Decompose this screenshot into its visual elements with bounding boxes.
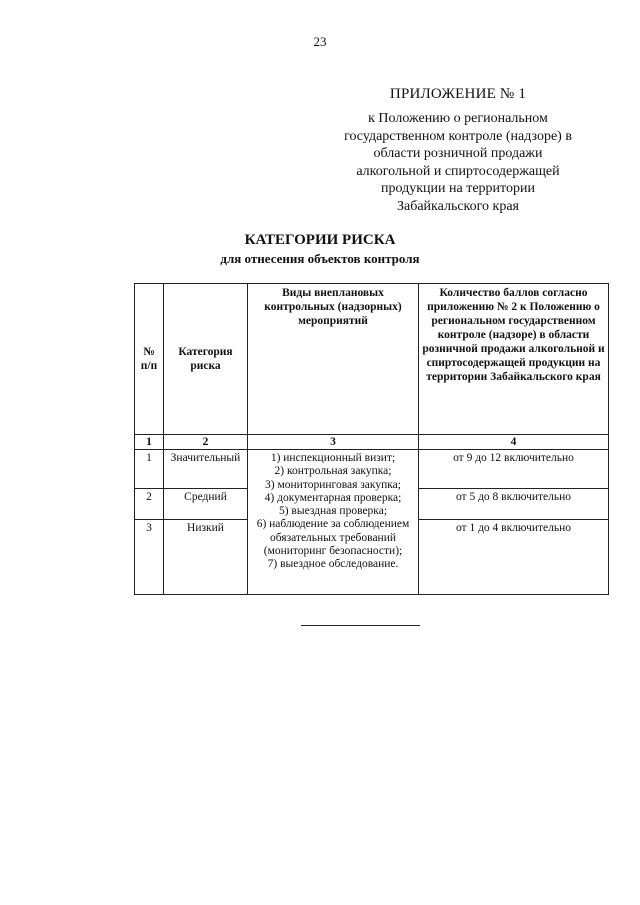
measure-item: 6) наблюдение за соблюдением обязательных требований (мониторинг безопасности);	[256, 518, 410, 558]
column-number: 2	[164, 435, 248, 450]
row-points: от 9 до 12 включительно	[419, 450, 609, 489]
appendix-reference-line: области розничной продажи	[373, 146, 543, 161]
measures-list	[248, 450, 419, 595]
document-heading: КАТЕГОРИИ РИСКА	[244, 232, 396, 248]
column-number-row	[135, 435, 609, 450]
measure-item: 4) документарная проверка;	[264, 491, 402, 504]
measure-item: 1) инспекционный визит;	[270, 452, 396, 464]
appendix-reference-line: продукции на территории	[381, 181, 535, 196]
column-number: 4	[419, 435, 609, 450]
table-header-row	[135, 284, 609, 435]
row-category: Значительный	[164, 450, 248, 489]
measure-item: 7) выездное обследование.	[267, 558, 399, 571]
row-num: 3	[135, 520, 164, 595]
document-subheading: для отнесения объектов контроля	[220, 251, 420, 266]
row-num: 2	[135, 489, 164, 520]
row-points: от 1 до 4 включительно	[419, 520, 609, 595]
row-category: Низкий	[164, 520, 248, 595]
row-points: от 5 до 8 включительно	[419, 489, 609, 520]
header-num: № п/п	[135, 284, 164, 435]
end-divider	[301, 625, 420, 626]
measure-item: 2) контрольная закупка;	[274, 465, 392, 478]
header-category: Категория риска	[164, 284, 248, 435]
appendix-reference-line: алкогольной и спиртосодержащей	[356, 163, 560, 179]
column-number: 3	[248, 435, 419, 450]
row-num: 1	[135, 450, 164, 489]
risk-categories-table	[134, 283, 609, 595]
measure-item: 5) выездная проверка;	[278, 505, 388, 518]
row-category: Средний	[164, 489, 248, 520]
header-points: Количество баллов согласно приложению № 2 к Положению о региональном государственном контроле (надзоре) в области розничной продажи алкогольной и спиртосодержащей продукции на территории Забайкальского края	[419, 284, 609, 435]
appendix-reference-line: к Положению о региональном	[368, 111, 548, 126]
appendix-reference	[333, 110, 583, 215]
appendix-title: ПРИЛОЖЕНИЕ № 1	[389, 86, 527, 102]
page-number: 23	[313, 34, 327, 49]
column-number: 1	[135, 435, 164, 450]
table-row	[135, 450, 609, 489]
appendix-reference-line: Забайкальского края	[396, 198, 519, 214]
measure-item: 3) мониторинговая закупка;	[265, 478, 401, 491]
header-measures: Виды внеплановых контрольных (надзорных) мероприятий	[248, 284, 419, 435]
appendix-reference-line: государственном контроле (надзоре) в	[344, 128, 572, 144]
